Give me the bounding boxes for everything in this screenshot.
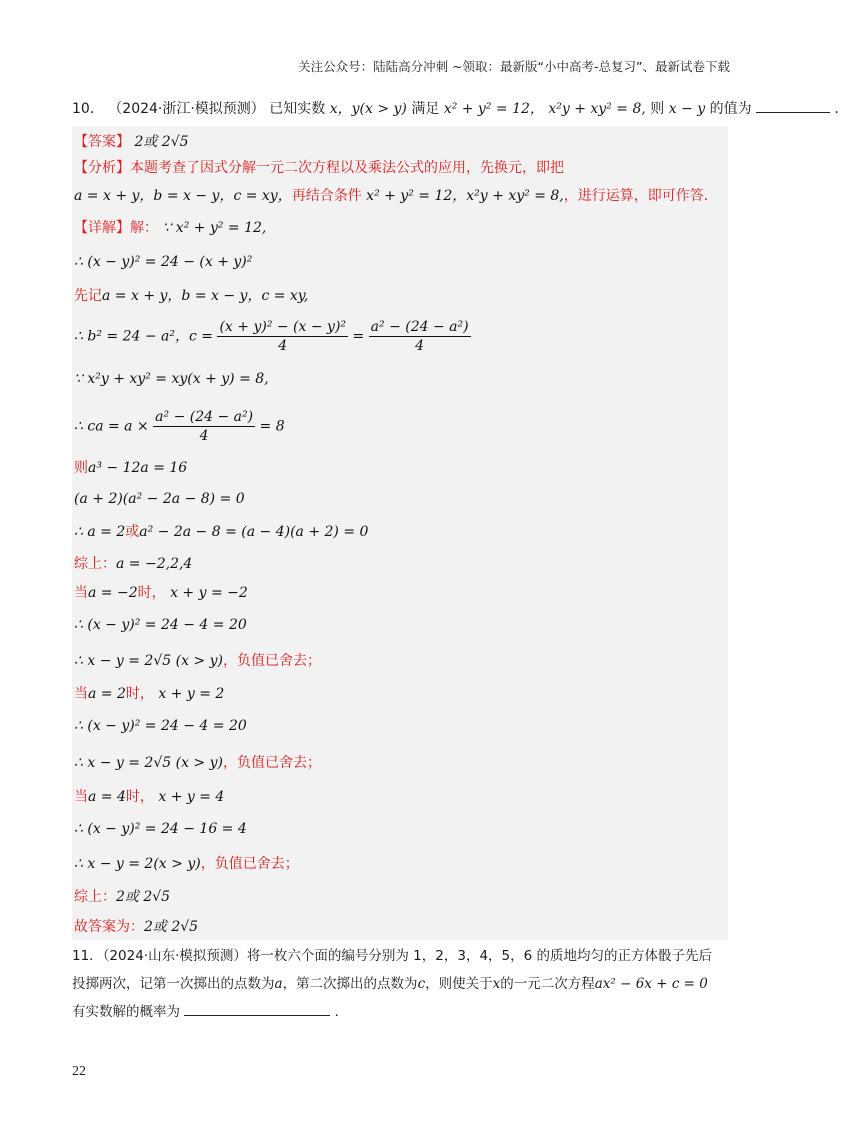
summary-value: 2或 2√5 bbox=[116, 889, 171, 905]
step-text: 时， bbox=[125, 789, 154, 805]
math-expr: ∴ a = 2 bbox=[74, 524, 126, 540]
math-expr: a = −2 bbox=[88, 585, 138, 601]
question-source: （2024·浙江·模拟预测） bbox=[108, 101, 265, 117]
question-text: 将一枚六个面的编号分别为 1，2，3，4，5，6 的质地均匀的正方体骰子先后 bbox=[246, 948, 713, 964]
fraction-numerator: a² − (24 − a²) bbox=[155, 409, 254, 425]
math-expr: (a + 2)(a² − 2a − 8) = 0 bbox=[74, 491, 245, 507]
answer-label: 【答案】 bbox=[74, 134, 130, 150]
step-line bbox=[74, 553, 192, 575]
math-expr: ∴ x − y = 2(x > y) bbox=[74, 856, 201, 872]
analysis-text: 本题考查了因式分解一元二次方程以及乘法公式的应用，先换元，即把 bbox=[130, 160, 564, 176]
fraction-denominator: 4 bbox=[199, 428, 209, 444]
math-expr: ∴ b² = 24 − a²，c = bbox=[74, 328, 213, 345]
question-text: 投掷两次，记第一次掷出的点数为 bbox=[72, 976, 275, 992]
question-number: 11． bbox=[72, 948, 103, 964]
case-line bbox=[74, 853, 299, 875]
step-line bbox=[74, 488, 245, 510]
math-expr: a = 2 bbox=[88, 686, 126, 702]
math-expr: a bbox=[274, 976, 283, 992]
page-number: 22 bbox=[72, 1064, 86, 1079]
case-line bbox=[74, 715, 247, 737]
math-expr: c bbox=[417, 976, 426, 992]
step-text: 时， bbox=[137, 585, 166, 601]
question-source: （2024·山东·模拟预测） bbox=[102, 948, 247, 964]
analysis-line bbox=[74, 157, 564, 179]
question-text: ． bbox=[334, 1004, 349, 1020]
math-expr: x² + y² = 12，x²y + xy² = 8, bbox=[366, 188, 564, 204]
step-text: 时， bbox=[125, 686, 154, 702]
answer-value: 2或 2√5 bbox=[134, 134, 189, 150]
case-line bbox=[74, 582, 248, 604]
question-text: 有实数解的概率为 bbox=[72, 1004, 180, 1020]
analysis-text: 再结合条件 bbox=[291, 188, 362, 204]
math-expr: ax² − 6x + c = 0 bbox=[594, 976, 708, 992]
math-expr: ∴ (x − y)² = 24 − 4 = 20 bbox=[74, 617, 247, 633]
step-text: 综上： bbox=[74, 556, 116, 572]
step-text: ，负值已舍去； bbox=[222, 653, 321, 669]
case-line bbox=[74, 650, 321, 672]
step-text: ，负值已舍去； bbox=[222, 755, 321, 771]
detail-label: 【详解】 bbox=[74, 220, 130, 236]
math-expr: ∴ ca = a × bbox=[74, 418, 149, 435]
step-text: 当 bbox=[74, 585, 88, 601]
math-expr: ∴ x − y = 2√5 (x > y) bbox=[74, 653, 223, 669]
math-expr: ∴ (x − y)² = 24 − 16 = 4 bbox=[74, 821, 247, 837]
math-expr: x + y = −2 bbox=[170, 585, 248, 601]
fraction-numerator: (x + y)² − (x − y)² bbox=[219, 319, 347, 335]
math-expr: = bbox=[352, 328, 365, 345]
case-line bbox=[74, 818, 247, 840]
step-line bbox=[74, 368, 269, 390]
step-text: 先记 bbox=[74, 288, 102, 304]
question-10 bbox=[72, 98, 849, 119]
answer-line bbox=[74, 131, 189, 153]
step-text: 综上： bbox=[74, 889, 116, 905]
summary-line bbox=[74, 886, 170, 908]
question-text: ，则使关于 bbox=[425, 976, 493, 992]
step-line bbox=[74, 408, 285, 445]
fraction-denominator: 4 bbox=[278, 338, 288, 354]
math-expr: a = 4 bbox=[88, 789, 126, 805]
math-expr: x² + y² = 12， bbox=[443, 101, 544, 117]
step-line bbox=[74, 521, 368, 543]
math-expr: x + y = 2 bbox=[158, 686, 225, 702]
step-line bbox=[74, 251, 252, 273]
step-line bbox=[74, 285, 308, 307]
step-text: ，负值已舍去； bbox=[200, 856, 299, 872]
math-expr: a = x + y，b = x − y，c = xy， bbox=[74, 188, 292, 204]
final-answer-line bbox=[74, 916, 198, 938]
answer-blank[interactable] bbox=[184, 1001, 330, 1016]
math-expr: x，y(x > y) bbox=[329, 101, 407, 117]
math-expr: a² − 2a − 8 = (a − 4)(a + 2) = 0 bbox=[139, 524, 369, 540]
math-expr: ∵ x² + y² = 12, bbox=[162, 220, 267, 236]
fraction bbox=[153, 408, 255, 445]
fraction bbox=[217, 318, 348, 355]
case-line bbox=[74, 752, 321, 774]
question-11-line-3 bbox=[72, 1001, 730, 1022]
step-text: 或 bbox=[125, 524, 140, 540]
math-expr: a = x + y，b = x − y，c = xy, bbox=[102, 288, 309, 304]
math-expr: ∴ (x − y)² = 24 − 4 = 20 bbox=[74, 718, 247, 734]
question-11-line-2 bbox=[72, 974, 730, 994]
question-text: 的值为 bbox=[709, 101, 752, 117]
case-line bbox=[74, 786, 224, 808]
step-line bbox=[74, 457, 187, 479]
detail-text: 解： bbox=[130, 220, 158, 236]
math-expr: a³ − 12a = 16 bbox=[88, 460, 188, 476]
question-text: 则 bbox=[650, 101, 665, 117]
fraction-numerator: a² − (24 − a²) bbox=[370, 319, 469, 335]
detail-line bbox=[74, 217, 266, 239]
fraction bbox=[369, 318, 471, 355]
step-text: 则 bbox=[74, 460, 88, 476]
question-11 bbox=[72, 946, 730, 966]
analysis-line-2 bbox=[74, 185, 718, 207]
math-expr: x²y + xy² = 8, bbox=[548, 101, 646, 117]
step-text: 当 bbox=[74, 686, 88, 702]
question-text: 的一元二次方程 bbox=[500, 976, 595, 992]
math-expr: a = −2,2,4 bbox=[116, 556, 193, 572]
question-text: 已知实数 bbox=[269, 101, 326, 117]
question-text: 满足 bbox=[411, 101, 440, 117]
math-expr: = 8 bbox=[259, 418, 285, 435]
math-expr: x − y bbox=[668, 101, 706, 117]
step-text: 故答案为： bbox=[74, 919, 144, 935]
math-expr: ∴ x − y = 2√5 (x > y) bbox=[74, 755, 223, 771]
question-number: 10． bbox=[72, 101, 104, 117]
math-expr: ∴ (x − y)² = 24 − (x + y)² bbox=[74, 254, 253, 270]
math-expr: x + y = 4 bbox=[158, 789, 225, 805]
fraction-denominator: 4 bbox=[415, 338, 425, 354]
question-text: ． bbox=[834, 101, 849, 117]
analysis-text: ，进行运算，即可作答． bbox=[563, 188, 718, 204]
final-value: 2或 2√5 bbox=[144, 919, 199, 935]
case-line bbox=[74, 683, 224, 705]
step-text: 当 bbox=[74, 789, 88, 805]
step-line bbox=[74, 318, 471, 355]
math-expr: ∵ x²y + xy² = xy(x + y) = 8, bbox=[74, 371, 269, 387]
question-text: ，第二次掷出的点数为 bbox=[282, 976, 418, 992]
case-line bbox=[74, 614, 247, 636]
analysis-label: 【分析】 bbox=[74, 160, 130, 176]
page-header: 关注公众号：陆陆高分冲刺 ~领取：最新版“小中高考-总复习”、最新试卷下载 bbox=[298, 59, 730, 74]
math-expr: x bbox=[492, 976, 501, 992]
answer-blank[interactable] bbox=[756, 98, 830, 113]
